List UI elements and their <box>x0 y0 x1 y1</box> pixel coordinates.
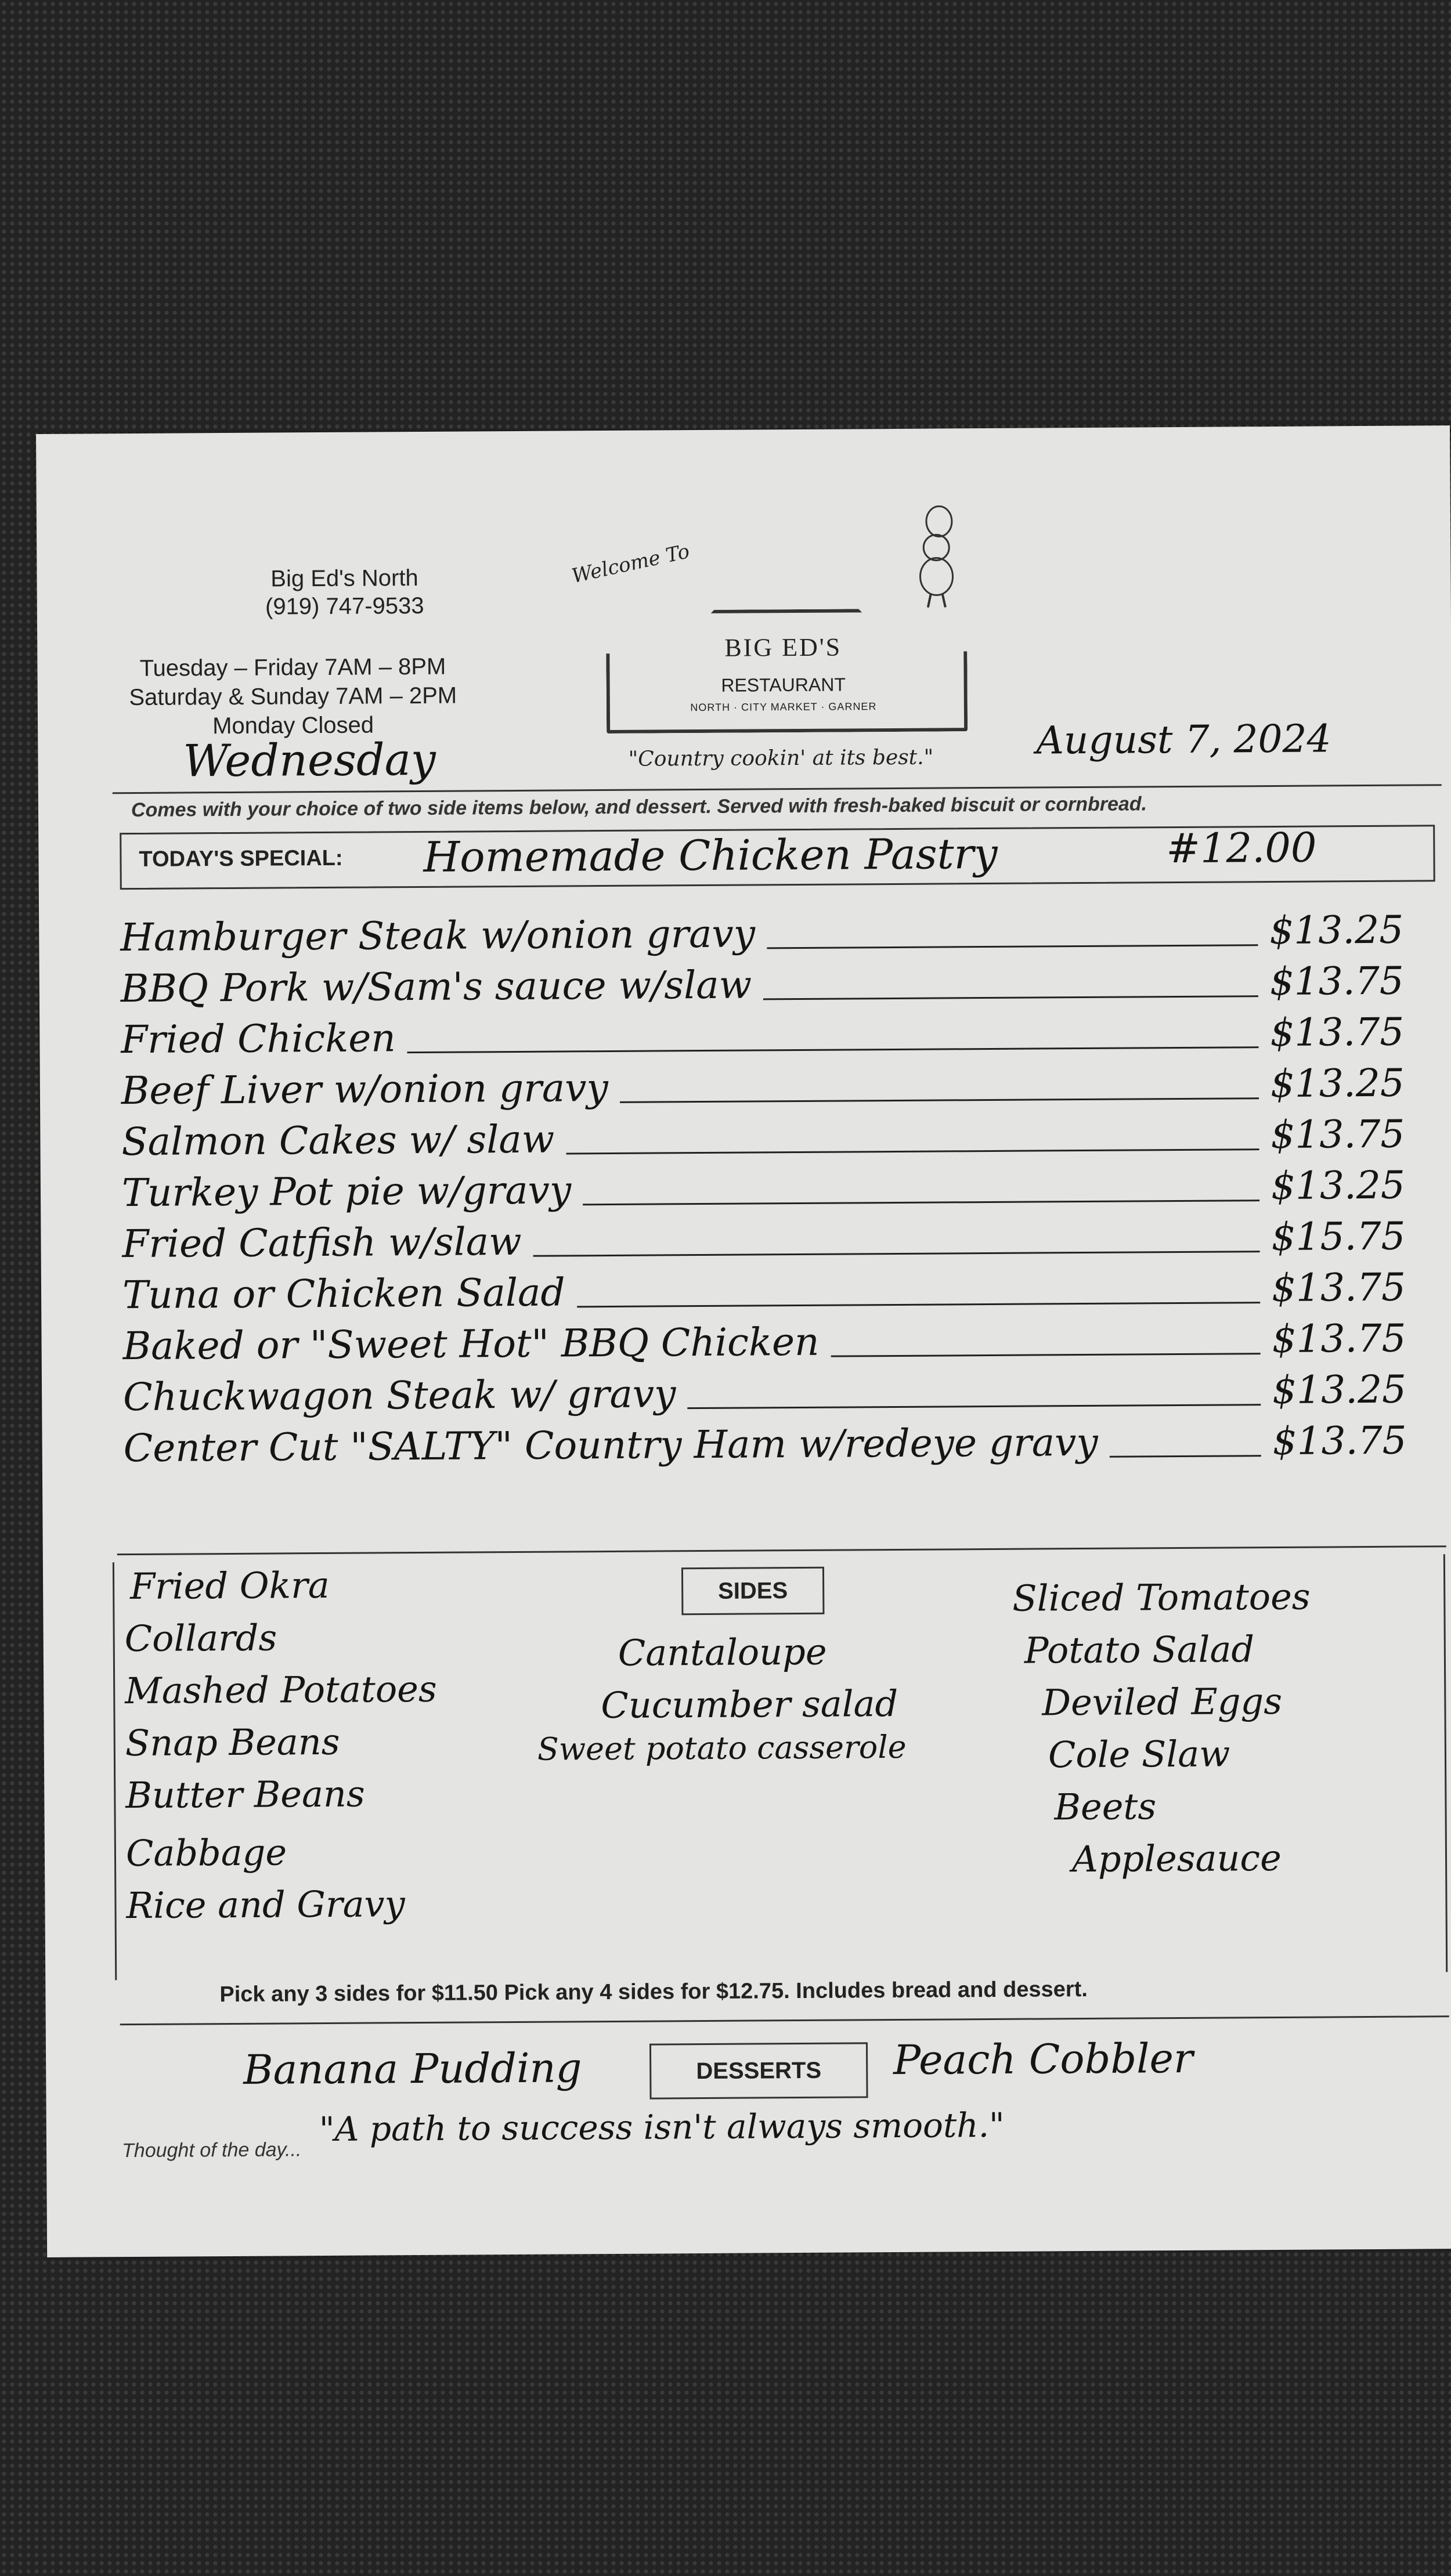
menu-item <box>120 907 1432 966</box>
sides-bottom-divider <box>120 2015 1449 2025</box>
thought-label: Thought of the day... <box>121 2138 302 2162</box>
thought-text: "A path to success isn't always smooth." <box>319 2105 1005 2149</box>
menu-item-name: Salmon Cakes w/ slaw <box>121 1117 555 1165</box>
contact-block <box>246 564 443 621</box>
menu-item-price: $15.75 <box>1271 1213 1406 1260</box>
menu-item <box>123 1418 1435 1477</box>
menu-item-name: Center Cut "SALTY" Country Ham w/redeye gravy <box>123 1419 1098 1471</box>
menu-item-name: Fried Chicken <box>121 1016 396 1063</box>
menu-item-price: $13.75 <box>1271 1264 1406 1311</box>
hours-weekday: Tuesday – Friday 7AM – 8PM <box>139 653 446 681</box>
menu-item-name: Hamburger Steak w/onion gravy <box>120 911 756 960</box>
side-item: Snap Beans <box>125 1720 340 1765</box>
menu-item-name: Baked or "Sweet Hot" BBQ Chicken <box>122 1319 820 1369</box>
menu-item-price: $13.25 <box>1270 1060 1405 1107</box>
hours-closed: Monday Closed <box>212 712 374 739</box>
side-item: Cabbage <box>125 1831 287 1875</box>
leader-line <box>566 1148 1259 1154</box>
side-item: Deviled Eggs <box>1042 1679 1283 1724</box>
leader-line <box>620 1097 1259 1103</box>
menu-item-price: $13.75 <box>1269 958 1404 1005</box>
side-item: Sweet potato casserole <box>537 1728 907 1768</box>
menu-sheet <box>36 425 1451 2257</box>
logo-tagline: "Country cookin' at its best." <box>628 745 934 771</box>
logo-subtitle: RESTAURANT <box>721 674 846 696</box>
menu-item-price: $13.25 <box>1270 1162 1406 1209</box>
special-name: Homemade Chicken Pastry <box>423 829 998 881</box>
side-item: Butter Beans <box>125 1772 365 1817</box>
menu-item-name: BBQ Pork w/Sam's sauce w/slaw <box>120 962 752 1011</box>
menu-item-price: $13.25 <box>1272 1367 1407 1413</box>
menu-item <box>121 1111 1433 1170</box>
side-item: Rice and Gravy <box>126 1883 405 1927</box>
phone-number: (919) 747-9533 <box>265 592 424 620</box>
hours-block <box>124 652 461 742</box>
menu-item-name: Chuckwagon Steak w/ gravy <box>122 1371 676 1420</box>
leader-line <box>831 1353 1261 1357</box>
side-item: Collards <box>124 1616 277 1660</box>
leader-line <box>407 1046 1259 1053</box>
logo-name: BIG ED'S <box>724 633 842 662</box>
special-label: TODAY'S SPECIAL: <box>139 846 343 872</box>
leader-line <box>583 1200 1259 1205</box>
sides-label: SIDES <box>681 1567 824 1616</box>
special-price: #12.00 <box>1166 823 1317 873</box>
menu-date: August 7, 2024 <box>1036 716 1331 763</box>
menu-item-price: $13.75 <box>1272 1316 1406 1362</box>
menu-item <box>122 1264 1434 1324</box>
leader-line <box>763 995 1258 1000</box>
menu-item-price: $13.25 <box>1269 907 1404 953</box>
dessert-item: Banana Pudding <box>243 2044 582 2094</box>
menu-item-name: Tuna or Chicken Salad <box>122 1270 565 1318</box>
menu-item-price: $13.75 <box>1270 1009 1405 1056</box>
leader-line <box>1110 1455 1261 1458</box>
side-item: Beets <box>1054 1785 1157 1829</box>
leader-line <box>687 1404 1261 1409</box>
menu-item-price: $13.75 <box>1270 1111 1405 1158</box>
side-item: Mashed Potatoes <box>125 1667 437 1712</box>
desserts-label: DESSERTS <box>649 2042 868 2099</box>
side-item: Cantaloupe <box>618 1630 827 1674</box>
sides-top-divider <box>117 1545 1446 1555</box>
leader-line <box>577 1302 1260 1307</box>
todays-special <box>120 825 1435 890</box>
location-name: Big Ed's North <box>270 565 418 592</box>
menu-item <box>123 1367 1435 1426</box>
menu-item <box>121 958 1432 1017</box>
meal-description: Comes with your choice of two side items below, and dessert. Served with fresh-baked biscuit or cornbread. <box>131 793 1147 822</box>
logo-welcome: Welcome To <box>569 540 692 588</box>
menu-item-name: Fried Catfish w/slaw <box>122 1219 522 1267</box>
menu-item <box>121 1009 1432 1068</box>
menu-item-name: Turkey Pot pie w/gravy <box>121 1168 572 1216</box>
side-item: Sliced Tomatoes <box>1012 1575 1311 1620</box>
hours-weekend: Saturday & Sunday 7AM – 2PM <box>129 682 457 711</box>
side-item: Potato Salad <box>1024 1628 1255 1672</box>
side-item: Fried Okra <box>129 1563 330 1608</box>
menu-item <box>122 1213 1434 1273</box>
menu-item-price: $13.75 <box>1272 1418 1407 1464</box>
logo-locations: NORTH · CITY MARKET · GARNER <box>690 700 877 714</box>
menu-item-name: Beef Liver w/onion gravy <box>121 1065 608 1114</box>
menu-item <box>122 1162 1434 1222</box>
menu-item-list <box>120 907 1435 1477</box>
side-item: Applesauce <box>1071 1836 1282 1881</box>
side-item: Cole Slaw <box>1048 1732 1230 1776</box>
menu-item <box>122 1316 1434 1375</box>
leader-line <box>533 1251 1260 1257</box>
day-of-week: Wednesday <box>183 733 436 787</box>
sides-pricing: Pick any 3 sides for $11.50 Pick any 4 sides for $12.75. Includes bread and dessert. <box>219 1977 1088 2007</box>
chef-mascot-icon <box>907 504 966 609</box>
menu-item <box>121 1060 1433 1119</box>
logo-frame <box>606 608 968 734</box>
side-item: Cucumber salad <box>601 1682 898 1727</box>
dessert-item: Peach Cobbler <box>893 2034 1193 2084</box>
leader-line <box>767 944 1258 949</box>
